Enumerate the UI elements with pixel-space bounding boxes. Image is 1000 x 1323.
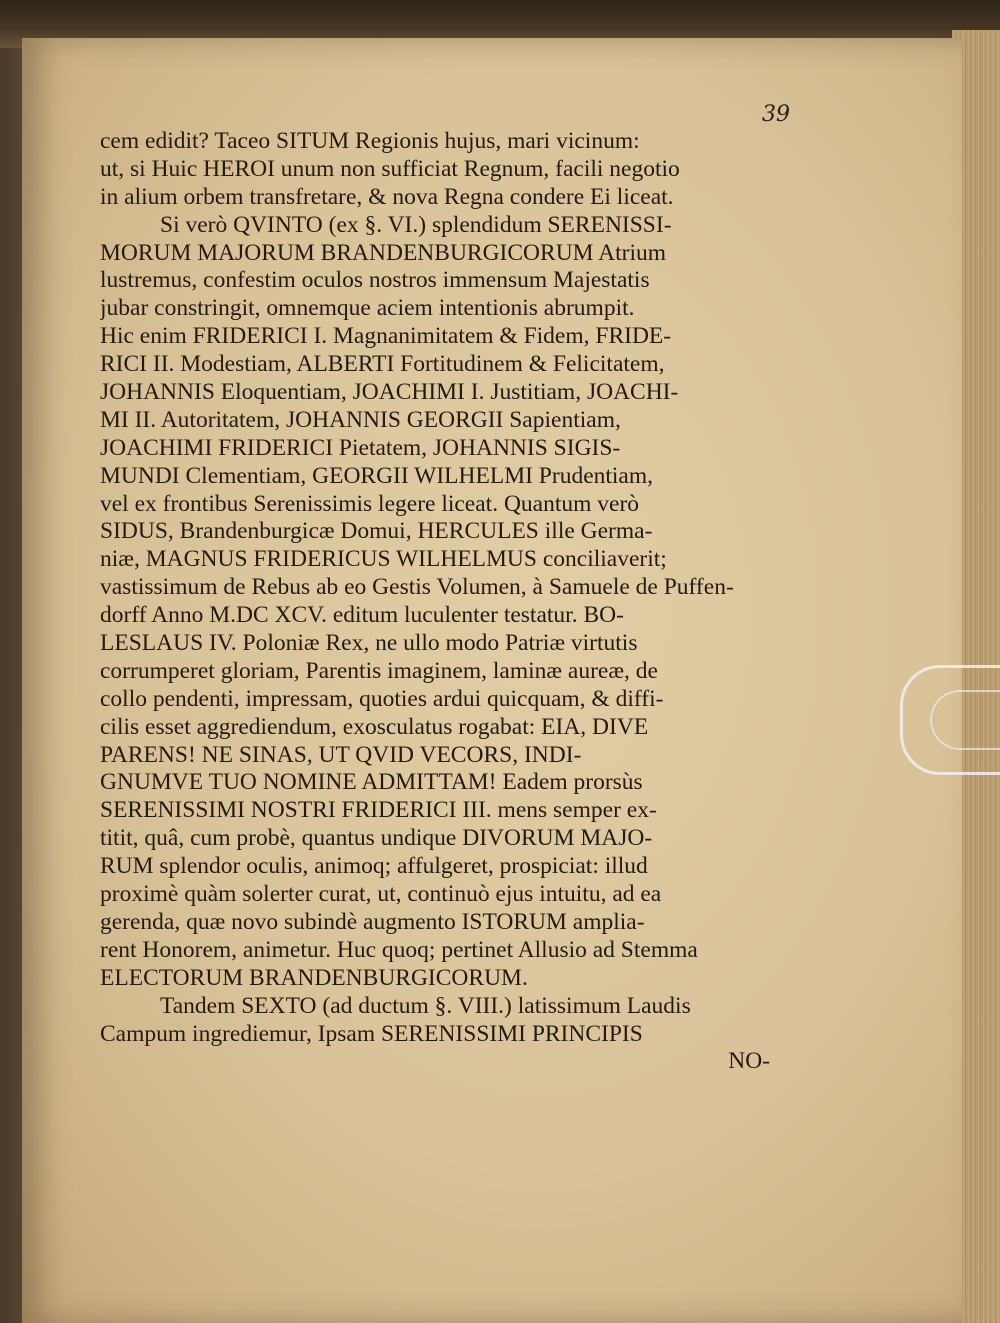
text-line: SIDUS, Brandenburgicæ Domui, HERCULES ille Germa-	[100, 518, 653, 545]
text-line: Campum ingrediemur, Ipsam SERENISSIMI PRINCIPIS	[100, 1020, 643, 1047]
page-number: 39	[762, 102, 790, 127]
text-line: LESLAUS IV. Poloniæ Rex, ne ullo modo Patriæ virtutis	[100, 630, 638, 657]
text-line: cem edidit? Taceo SITUM Regionis hujus, mari vicinum:	[100, 128, 640, 154]
text-line: SERENISSIMI NOSTRI FRIDERICI III. mens semper ex-	[100, 797, 657, 824]
text-line: ELECTORUM BRANDENBURGICORUM.	[100, 964, 528, 991]
text-line: GNUMVE TUO NOMINE ADMITTAM! Eadem prorsùs	[100, 769, 643, 796]
text-line: dorff Anno M.DC XCV. editum luculenter testatur. BO-	[100, 602, 624, 629]
text-line: jubar constringit, omnemque aciem intentionis abrumpit.	[100, 295, 635, 322]
text-line: cilis esset aggrediendum, exosculatus rogabat: EIA, DIVE	[100, 713, 649, 740]
text-line: in alium orbem transfretare, & nova Regna condere Ei liceat.	[100, 183, 674, 210]
text-line: ut, si Huic HEROI unum non sufficiat Regnum, facili negotio	[100, 155, 680, 182]
text-line: MUNDI Clementiam, GEORGII WILHELMI Prudentiam,	[100, 462, 654, 489]
page-text	[100, 128, 800, 1076]
text-line: Tandem SEXTO (ad ductum §. VIII.) latissimum Laudis	[160, 992, 691, 1019]
text-line: PARENS! NE SINAS, UT QVID VECORS, INDI-	[100, 741, 582, 768]
text-line: Hic enim FRIDERICI I. Magnanimitatem & Fidem, FRIDE-	[100, 323, 672, 350]
text-line: MORUM MAJORUM BRANDENBURGICORUM Atrium	[100, 239, 667, 266]
text-line: collo pendenti, impressam, quoties ardui quicquam, & diffi-	[100, 685, 664, 712]
text-line: titit, quâ, cum probè, quantus undique DIVORUM MAJO-	[100, 825, 653, 852]
text-line: niæ, MAGNUS FRIDERICUS WILHELMUS conciliaverit;	[100, 546, 667, 573]
text-line: rent Honorem, animetur. Huc quoq; pertinet Allusio ad Stemma	[100, 936, 698, 963]
text-line: corrumperet gloriam, Parentis imaginem, laminæ aureæ, de	[100, 657, 658, 684]
text-line: gerenda, quæ novo subindè augmento ISTORUM amplia-	[100, 908, 645, 935]
text-line: JOACHIMI FRIDERICI Pietatem, JOHANNIS SIGIS-	[100, 434, 621, 461]
text-line: lustremus, confestim oculos nostros immensum Majestatis	[100, 267, 650, 294]
text-line: JOHANNIS Eloquentiam, JOACHIMI I. Justitiam, JOACHI-	[100, 379, 679, 406]
text-line: vel ex frontibus Serenissimis legere liceat. Quantum verò	[100, 490, 640, 517]
paper-clip-inner	[930, 690, 1000, 750]
text-line: RICI II. Modestiam, ALBERTI Fortitudinem & Felicitatem,	[100, 351, 665, 378]
text-line: MI II. Autoritatem, JOHANNIS GEORGII Sapientiam,	[100, 406, 621, 433]
text-line: Si verò QVINTO (ex §. VI.) splendidum SERENISSI-	[160, 211, 672, 238]
text-line: RUM splendor oculis, animoq; affulgeret, prospiciat: illud	[100, 853, 648, 880]
catchword: NO-	[728, 1048, 770, 1075]
text-line: proximè quàm solerter curat, ut, continuò ejus intuitu, ad ea	[100, 881, 662, 908]
text-line: vastissimum de Rebus ab eo Gestis Volumen, à Samuele de Puffen-	[100, 574, 734, 601]
